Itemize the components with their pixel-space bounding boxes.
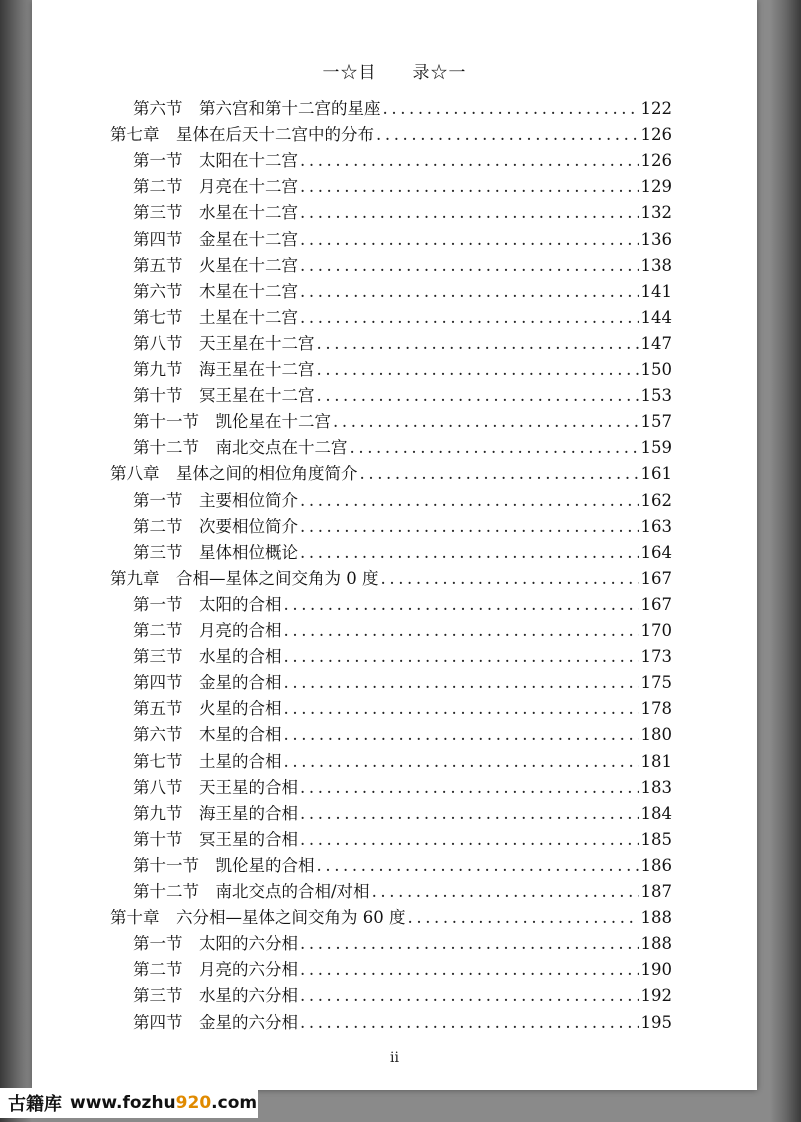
toc-entry-label: 第九节 海王星在十二宫 [133,360,315,379]
toc-section-row [133,774,672,800]
dot-leader [300,308,639,327]
toc-section-row [133,304,672,330]
dot-leader [360,464,639,483]
toc-section-row [133,513,672,539]
dot-leader [383,99,639,118]
dot-leader [300,177,639,196]
dot-leader [284,673,639,692]
toc-entry-page: 164 [640,542,672,562]
toc-entry-label: 第六节 木星在十二宫 [133,281,298,301]
toc-entry-label: 第一节 主要相位简介 [133,490,298,510]
toc-section-row [133,721,672,747]
toc-section-row [133,199,672,225]
dot-leader [300,960,639,979]
toc-entry-page: 136 [640,229,672,249]
toc-entry-label: 第四节 金星在十二宫 [133,229,298,249]
page-title: 一☆目 录☆一 [322,63,467,83]
toc-section-row [133,748,672,774]
toc-section-row [133,1009,672,1035]
toc-section-row [133,826,672,852]
toc-entry-page: 195 [640,1012,672,1032]
toc-entry-label: 第十二节 南北交点在十二宫 [133,438,348,458]
dot-leader [300,804,639,823]
toc-section-row [133,982,672,1008]
toc-entry-page: 122 [640,99,672,118]
dot-leader [300,543,639,562]
toc-section-row [133,356,672,382]
toc-entry-label: 第二节 次要相位简介 [133,516,298,536]
toc-entry-label: 第九节 海王星的合相 [133,803,298,823]
toc-entry-label: 第三节 水星在十二宫 [133,203,298,223]
dot-leader [300,778,639,797]
dot-leader [372,882,639,901]
dot-leader [284,595,639,614]
toc-entry-label: 第七节 土星的合相 [133,751,282,771]
toc-section-row [133,330,672,356]
toc-entry-page: 150 [640,360,672,379]
toc-entry-label: 第一节 太阳的合相 [133,594,282,614]
toc-entry-page: 192 [640,986,672,1006]
toc-entry-label: 第七节 土星在十二宫 [133,307,298,327]
dot-leader [317,856,639,875]
dot-leader [300,256,639,275]
toc-entry-page: 163 [640,516,672,536]
toc-section-row [133,147,672,173]
dot-leader [300,517,639,536]
toc-entry-page: 126 [640,125,672,145]
toc-section-row [133,695,672,721]
toc-section-row [133,539,672,565]
dot-leader [300,151,639,170]
toc-entry-label: 第二节 月亮的合相 [133,621,282,640]
toc-entry-page: 173 [640,647,672,667]
dot-leader [300,1013,639,1032]
toc-entry-page: 161 [640,464,672,484]
toc-entry-page: 159 [640,438,672,458]
dot-leader [284,725,639,744]
toc-section-row [133,878,672,904]
dot-leader [300,830,639,849]
dot-leader [381,569,639,588]
toc-entry-page: 178 [640,699,672,719]
toc-section-row [133,173,672,199]
toc-entry-page: 153 [640,386,672,406]
dot-leader [300,491,639,510]
toc-entry-page: 157 [640,412,672,432]
toc-entry-page: 181 [640,751,672,771]
toc-entry-page: 132 [640,203,672,223]
dot-leader [300,986,639,1005]
dot-leader [284,752,639,771]
toc-entry-label: 第四节 金星的六分相 [133,1012,298,1032]
toc-entry-label: 第三节 水星的合相 [133,647,282,667]
toc-entry-label: 第二节 月亮在十二宫 [133,177,298,197]
toc-entry-label: 第十章 六分相—星体之间交角为 60 度 [110,908,406,928]
dot-leader [284,621,639,640]
toc-section-row [133,95,672,121]
toc-entry-page: 188 [640,908,672,928]
watermark-brand: 古籍库 [8,1094,62,1115]
dot-leader [408,908,639,927]
toc-entry-page: 190 [640,960,672,980]
toc-entry-page: 183 [640,777,672,797]
toc-entry-label: 第十节 冥王星在十二宫 [133,386,315,406]
toc-section-row [133,852,672,878]
toc-entry-label: 第六节 第六宫和第十二宫的星座 [133,99,381,118]
dot-leader [300,230,639,249]
page-number: ii [390,1050,399,1066]
dot-leader [317,360,639,379]
document-page [32,0,757,1090]
toc-section-row [133,617,672,643]
toc-entry-page: 138 [640,255,672,275]
toc-chapter-row [110,460,672,486]
toc-entry-page: 184 [640,803,672,823]
toc-entry-page: 141 [640,281,672,301]
toc-section-row [133,591,672,617]
toc-section-row [133,278,672,304]
toc-entry-label: 第一节 太阳在十二宫 [133,151,298,171]
toc-section-row [133,930,672,956]
toc-entry-page: 185 [640,829,672,849]
toc-section-row [133,252,672,278]
toc-entry-page: 186 [640,855,672,875]
toc-entry-page: 147 [640,333,672,353]
toc-entry-label: 第八节 天王星在十二宫 [133,333,315,353]
toc-section-row [133,487,672,513]
dot-leader [333,412,639,431]
toc-entry-label: 第二节 月亮的六分相 [133,960,298,980]
toc-section-row [133,226,672,252]
toc-entry-label: 第八章 星体之间的相位角度简介 [110,464,358,484]
toc-section-row [133,643,672,669]
toc-section-row [133,669,672,695]
toc-entry-label: 第十一节 凯伦星的合相 [133,855,315,875]
toc-entry-page: 167 [640,594,672,614]
toc-entry-label: 第十节 冥王星的合相 [133,829,298,849]
toc-entry-page: 167 [640,568,672,588]
toc-entry-label: 第六节 木星的合相 [133,725,282,745]
toc-entry-label: 第十一节 凯伦星在十二宫 [133,412,331,432]
dot-leader [300,934,639,953]
toc-entry-label: 第十二节 南北交点的合相/对相 [133,882,370,901]
toc-section-row [133,408,672,434]
toc-section-row [133,800,672,826]
toc-entry-page: 188 [640,934,672,954]
toc-entry-label: 第一节 太阳的六分相 [133,934,298,954]
dot-leader [376,125,639,144]
dot-leader [300,203,639,222]
toc-entry-page: 162 [640,490,672,510]
dot-leader [350,438,639,457]
toc-entry-page: 144 [640,307,672,327]
toc-entry-label: 第三节 水星的六分相 [133,986,298,1006]
toc-entry-label: 第五节 火星在十二宫 [133,255,298,275]
toc-entry-page: 129 [640,177,672,197]
toc-section-row [133,434,672,460]
toc-entry-page: 180 [640,725,672,745]
toc-entry-label: 第三节 星体相位概论 [133,542,298,562]
dot-leader [317,386,639,405]
toc-entry-page: 175 [640,673,672,693]
watermark-url: www.fozhu920.com [70,1093,258,1113]
toc-entry-label: 第八节 天王星的合相 [133,777,298,797]
toc-entry-label: 第七章 星体在后天十二宫中的分布 [110,125,374,145]
toc-entry-label: 第五节 火星的合相 [133,699,282,719]
toc-chapter-row [110,565,672,591]
toc-section-row [133,956,672,982]
toc-entry-label: 第四节 金星的合相 [133,673,282,693]
toc-chapter-row [110,121,672,147]
dot-leader [284,647,639,666]
dot-leader [300,282,639,301]
toc-chapter-row [110,904,672,930]
toc-entry-page: 126 [640,151,672,171]
dot-leader [284,699,639,718]
dot-leader [317,334,639,353]
toc-entry-page: 170 [640,621,672,640]
toc-entry-label: 第九章 合相—星体之间交角为 0 度 [110,568,379,588]
site-watermark [0,1088,258,1118]
toc-entry-page: 187 [640,882,672,901]
toc-section-row [133,382,672,408]
